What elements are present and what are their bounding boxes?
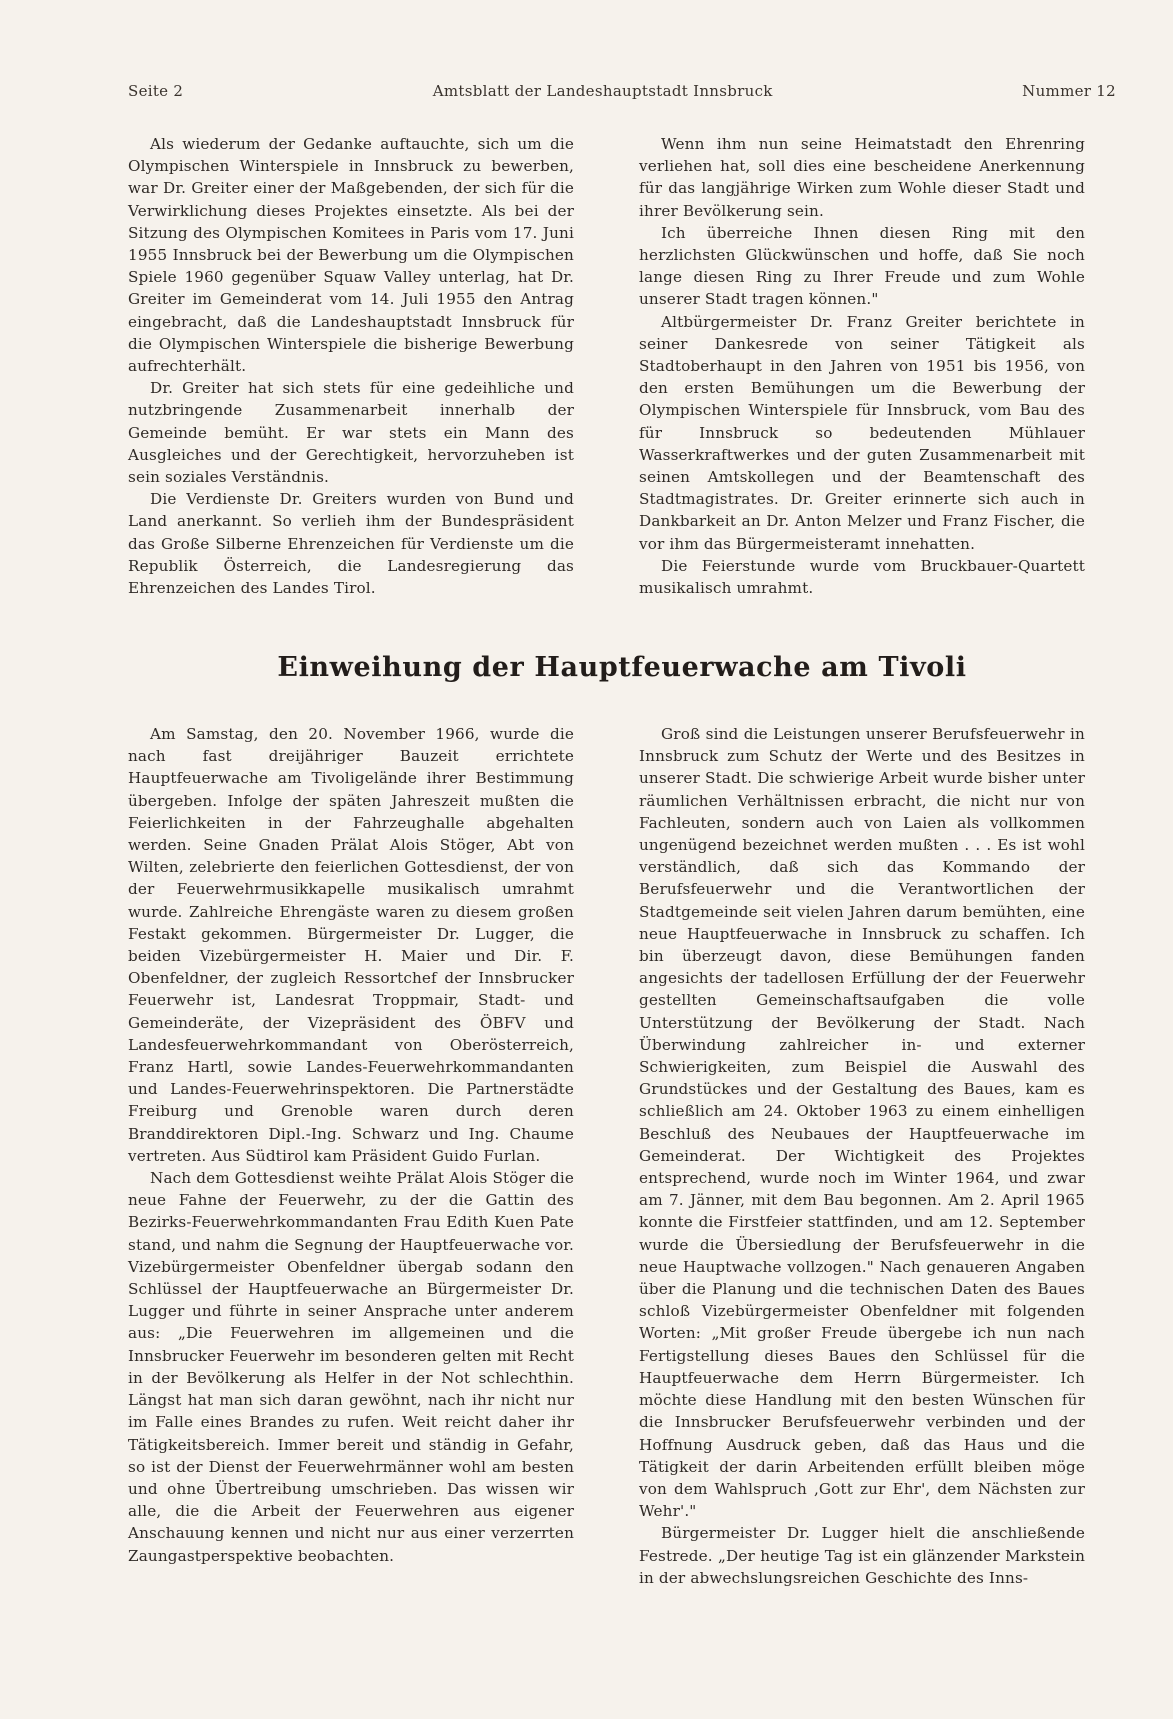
paragraph: Nach dem Gottesdienst weihte Prälat Alois Stöger die neue Fahne der Feuerwehr, zu der die Gattin des Bezirks-Feuerwehrkommandanten Frau Edith Kuen Pate stand, und nahm die Segnung der Hauptfeuerwache vor. Vizebürgermeister Obenfeldner übergab sodann den Schlüssel der Hauptfeuerwache an Bürgermeister Dr. Lugger und führte in seiner Ansprache unter anderem aus: „Die Feuerwehren im allgemeinen und die Innsbrucker Feuerwehr im besonderen gelten mit Recht in der Bevölkerung als Helfer in der Not schlechthin. Längst hat man sich daran gewöhnt, nach ihr nicht nur im Falle eines Brandes zu rufen. Weit reicht daher ihr Tätigkeitsbereich. Immer bereit und ständig in Gefahr, so ist der Dienst der Feuerwehrmänner wohl am besten und ohne Übertreibung umschrieben. Das wissen wir alle, die die Arbeit der Feuerwehren aus eigener Anschauung kennen und nicht nur aus einer verzerrten Zaungastperspektive beobachten. [128, 1169, 574, 1565]
article-column-bottom-right [639, 723, 1085, 1589]
paragraph: Als wiederum der Gedanke auftauchte, sich um die Olympischen Winterspiele in Innsbruck zu bewerben, war Dr. Greiter einer der Maßgebenden, der sich für die Verwirklichung dieses Projektes einsetzte. Als bei der Sitzung des Olympischen Komitees in Paris vom 17. Juni 1955 Innsbruck bei der Bewerbung um die Olympischen Spiele 1960 gegenüber Squaw Valley unterlag, hat Dr. Greiter im Gemeinderat vom 14. Juli 1955 den Antrag eingebracht, daß die Landeshauptstadt Innsbruck für die Olympischen Winterspiele die bisherige Bewerbung aufrechterhält. [128, 135, 574, 376]
paragraph: Am Samstag, den 20. November 1966, wurde die nach fast dreijähriger Bauzeit errichtete Hauptfeuerwache am Tivoligelände ihrer Bestimmung übergeben. Infolge der späten Jahreszeit mußten die Feierlichkeiten in der Fahrzeughalle abgehalten werden. Seine Gnaden Prälat Alois Stöger, Abt von Wilten, zelebrierte den feierlichen Gottesdienst, der von der Feuerwehrmusikkapelle musikalisch umrahmt wurde. Zahlreiche Ehrengäste waren zu diesem großen Festakt gekommen. Bürgermeister Dr. Lugger, die beiden Vizebürgermeister H. Maier und Dir. F. Obenfeldner, der zugleich Ressortchef der Innsbrucker Feuerwehr ist, Landesrat Troppmair, Stadt- und Gemeinderäte, der Vizepräsident des ÖBFV und Landesfeuerwehrkommandant von Oberösterreich, Franz Hartl, sowie Landes-Feuerwehrkommandanten und Landes-Feuerwehrinspektoren. Die Partnerstädte Freiburg und Grenoble waren durch deren Branddirektoren Dipl.-Ing. Schwarz und Ing. Chaume vertreten. Aus Südtirol kam Präsident Guido Furlan. [128, 725, 574, 1165]
issue-number: Nummer 12 [1022, 82, 1116, 100]
paragraph: Die Feierstunde wurde vom Bruckbauer-Quartett musikalisch umrahmt. [639, 556, 1085, 598]
article-column-top-left [128, 133, 574, 599]
paragraph: Wenn ihm nun seine Heimatstadt den Ehrenring verliehen hat, soll dies eine bescheidene Anerkennung für das langjährige Wirken zum Wohle dieser Stadt und ihrer Bevölkerung sein. [639, 135, 1085, 220]
paragraph: Ich überreiche Ihnen diesen Ring mit den herzlichsten Glückwünschen und hoffe, daß Sie noch lange diesen Ring zu Ihrer Freude und zum Wohle unserer Stadt tragen können." [639, 223, 1085, 309]
publication-title: Amtsblatt der Landeshauptstadt Innsbruck [432, 82, 773, 100]
article-column-top-right [639, 133, 1085, 599]
paragraph: Groß sind die Leistungen unserer Berufsfeuerwehr in Innsbruck zum Schutz der Werte und des Besitzes in unserer Stadt. Die schwierige Arbeit wurde bisher unter räumlichen Verhältnissen erbracht, die nicht nur von Fachleuten, sondern auch von Laien als vollkommen ungenügend bezeichnet werden mußten . . . Es ist wohl verständlich, daß sich das Kommando der Berufsfeuerwehr und die Verantwortlichen der Stadtgemeinde seit vielen Jahren darum bemühten, eine neue Hauptfeuerwache in Innsbruck zu schaffen. Ich bin überzeugt davon, diese Bemühungen fanden angesichts der tadellosen Erfüllung der der Feuerwehr gestellten Gemeinschaftsaufgaben die volle Unterstützung der Bevölkerung der Stadt. Nach Überwindung zahlreicher in- und externer Schwierigkeiten, zum Beispiel die Auswahl des Grundstückes und der Gestaltung des Baues, kam es schließlich am 24. Oktober 1963 zu einem einhelligen Beschluß des Neubaues der Hauptfeuerwache im Gemeinderat. Der Wichtigkeit des Projektes entsprechend, wurde noch im Winter 1964, und zwar am 7. Jänner, mit dem Bau begonnen. Am 2. April 1965 konnte die Firstfeier stattfinden, und am 12. September wurde die Übersiedlung der Berufsfeuerwehr in die neue Hauptwache vollzogen." Nach genaueren Angaben über die Planung und die technischen Daten des Baues schloß Vizebürgermeister Obenfeldner mit folgenden Worten: „Mit großer Freude übergebe ich nun nach Fertigstellung dieses Baues den Schlüssel für die Hauptfeuerwache dem Herrn Bürgermeister. Ich möchte diese Handlung mit den besten Wünschen für die Innsbrucker Berufsfeuerwehr verbinden und der Hoffnung Ausdruck geben, daß das Haus und die Tätigkeit der darin Arbeitenden erfüllt bleiben möge von dem Wahlspruch ‚Gott zur Ehr', dem Nächsten zur Wehr'." [639, 725, 1085, 1521]
article-headline: Einweihung der Hauptfeuerwache am Tivoli [277, 652, 967, 683]
paragraph: Altbürgermeister Dr. Franz Greiter berichtete in seiner Dankesrede von seiner Tätigkeit als Stadtoberhaupt in den Jahren von 1951 bis 1956, von den ersten Bemühungen um die Bewerbung der Olympischen Winterspiele für Innsbruck, vom Bau des für Innsbruck so bedeutenden Mühlauer Wasserkraftwerkes und der guten Zusammenarbeit mit seinen Amtskollegen und der Beamtenschaft des Stadtmagistrates. Dr. Greiter erinnerte sich auch in Dankbarkeit an Dr. Anton Melzer und Franz Fischer, die vor ihm das Bürgermeisteramt innehatten. [639, 312, 1085, 553]
paragraph: Die Verdienste Dr. Greiters wurden von Bund und Land anerkannt. So verlieh ihm der Bundespräsident das Große Silberne Ehrenzeichen für Verdienste um die Republik Österreich, die Landesregierung das Ehrenzeichen des Landes Tirol. [128, 490, 574, 598]
article-column-bottom-left [128, 723, 574, 1567]
paragraph: Bürgermeister Dr. Lugger hielt die anschließende Festrede. „Der heutige Tag ist ein glänzender Markstein in der abwechslungsreichen Geschichte des Inns- [639, 1524, 1085, 1587]
paragraph: Dr. Greiter hat sich stets für eine gedeihliche und nutzbringende Zusammenarbeit innerhalb der Gemeinde bemüht. Er war stets ein Mann des Ausgleiches und der Gerechtigkeit, hervorzuheben ist sein soziales Verständnis. [128, 379, 574, 487]
page-number: Seite 2 [128, 82, 184, 100]
page-header [128, 82, 1116, 108]
